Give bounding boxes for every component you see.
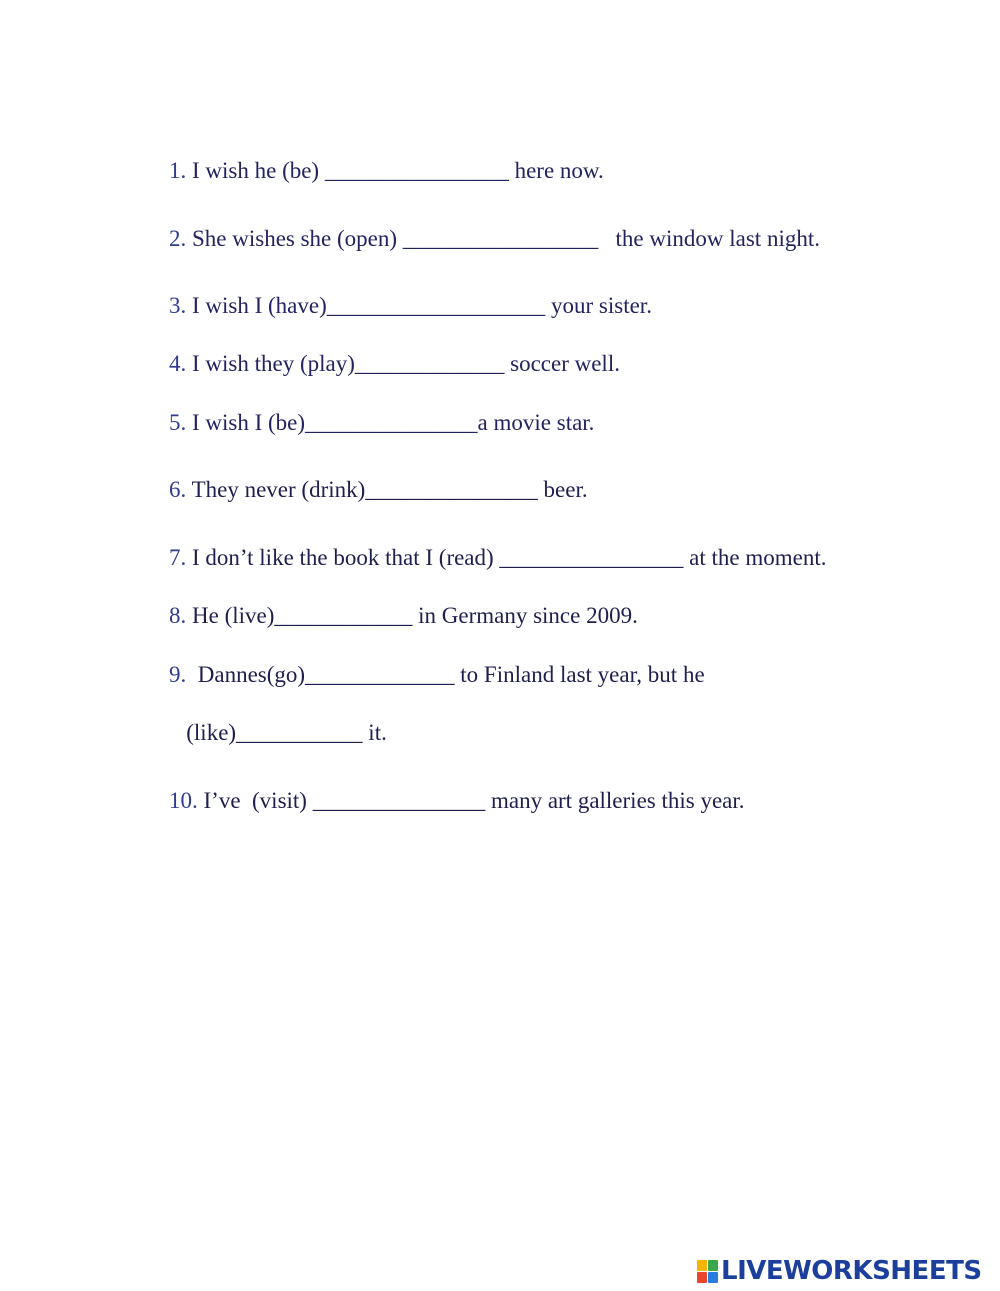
item-number: 9. [169, 662, 187, 687]
item-text: Dannes(go)_____________ to Finland last year, but he [186, 662, 705, 687]
item-number: 6. [169, 477, 187, 502]
item-number: 4. [169, 351, 187, 376]
item-number: 5. [169, 410, 187, 435]
item-number: 2. [169, 226, 187, 251]
item-text: I wish he (be) ________________ here now. [186, 158, 604, 183]
exercise-item-10 [146, 759, 745, 843]
logo-block [697, 1260, 707, 1271]
logo-block [697, 1272, 707, 1283]
item-number: 8. [169, 603, 187, 628]
logo-blocks-icon [697, 1260, 718, 1283]
item-number: 3. [169, 293, 187, 318]
item-number: 7. [169, 545, 187, 570]
item-text: She wishes she (open) _________________ the window last night. [186, 226, 820, 251]
item-text: They never (drink)_______________ beer. [186, 477, 588, 502]
item-number: 1. [169, 158, 187, 183]
liveworksheets-logo [697, 1255, 982, 1287]
logo-block [708, 1260, 718, 1271]
item-text: (like)___________ it. [169, 720, 387, 745]
item-number: 10. [169, 788, 198, 813]
item-text: I wish I (have)___________________ your sister. [186, 293, 652, 318]
item-text: I wish I (be)_______________a movie star. [186, 410, 595, 435]
logo-block [708, 1272, 718, 1283]
item-text: I wish they (play)_____________ soccer well. [186, 351, 620, 376]
logo-text: LIVEWORKSHEETS [721, 1256, 982, 1286]
item-text: He (live)____________ in Germany since 2009. [186, 603, 638, 628]
item-text: I’ve (visit) _______________ many art galleries this year. [197, 788, 745, 813]
item-text: I don’t like the book that I (read) ________________ at the moment. [186, 545, 827, 570]
